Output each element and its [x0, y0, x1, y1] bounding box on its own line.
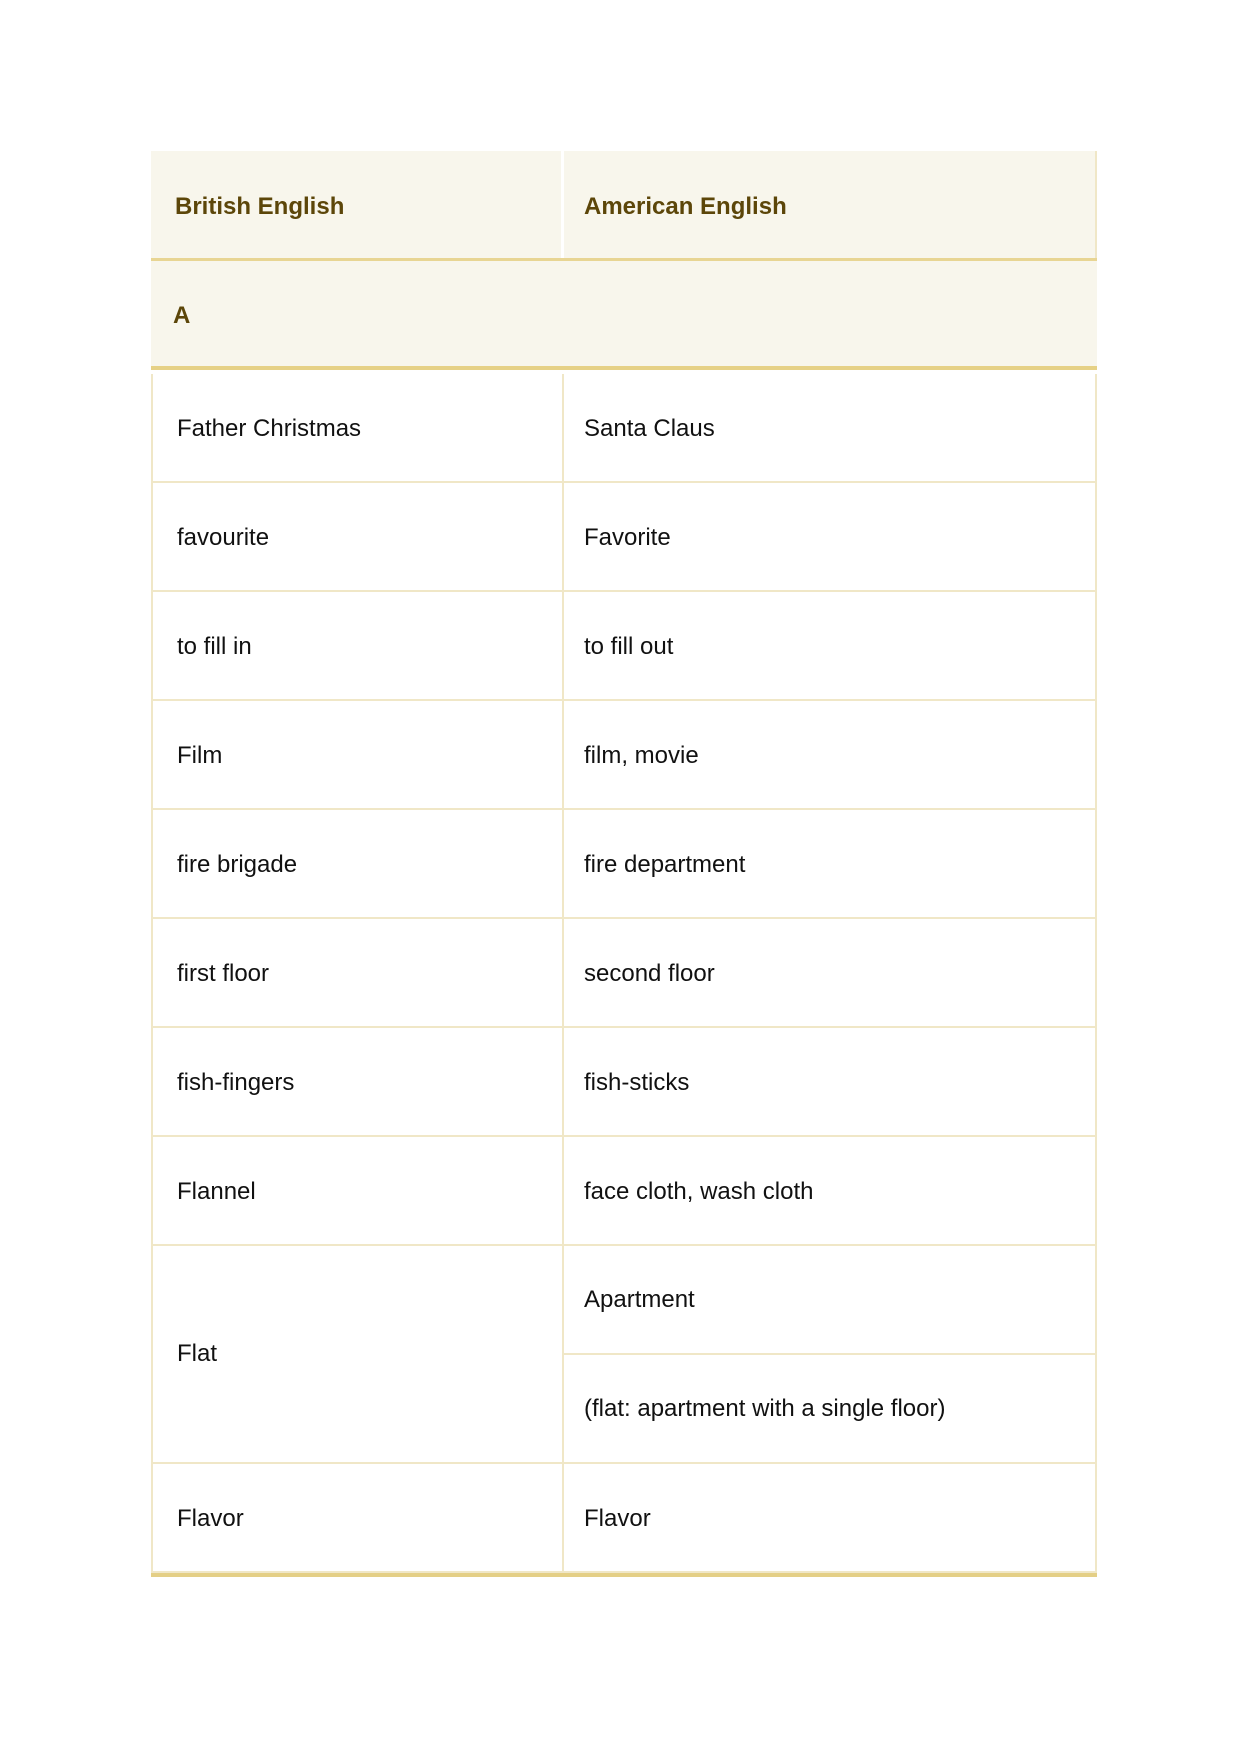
table-row [151, 1246, 1097, 1464]
table-row [151, 1464, 1097, 1573]
british-term: favourite [151, 483, 564, 592]
british-term: Flavor [151, 1464, 564, 1573]
table-row [151, 592, 1097, 701]
table-row [151, 701, 1097, 810]
british-term: Flannel [151, 1137, 564, 1246]
table-row [151, 1028, 1097, 1137]
british-term: to fill in [151, 592, 564, 701]
american-term: Favorite [564, 483, 1097, 592]
glossary-table [151, 151, 1097, 1577]
american-term: Santa Claus [564, 374, 1097, 483]
british-term: fire brigade [151, 810, 564, 919]
table-row [151, 810, 1097, 919]
british-term: Father Christmas [151, 374, 564, 483]
american-term-stack [564, 1246, 1097, 1464]
table-header-row [151, 151, 1097, 261]
american-term: fish-sticks [564, 1028, 1097, 1137]
british-term: Flat [151, 1246, 564, 1464]
american-term-note: (flat: apartment with a single floor) [564, 1355, 1097, 1464]
header-british-english: British English [151, 151, 564, 258]
american-term: fire department [564, 810, 1097, 919]
american-term: Flavor [564, 1464, 1097, 1573]
british-term: fish-fingers [151, 1028, 564, 1137]
american-term: Apartment [564, 1246, 1097, 1355]
british-term: Film [151, 701, 564, 810]
table-row [151, 919, 1097, 1028]
table-row [151, 483, 1097, 592]
american-term: second floor [564, 919, 1097, 1028]
table-row [151, 374, 1097, 483]
header-american-english: American English [564, 151, 1097, 258]
section-row [151, 261, 1097, 370]
table-row [151, 1137, 1097, 1246]
american-term: to fill out [564, 592, 1097, 701]
british-term: first floor [151, 919, 564, 1028]
american-term: face cloth, wash cloth [564, 1137, 1097, 1246]
american-term: film, movie [564, 701, 1097, 810]
section-label: A [173, 301, 191, 329]
